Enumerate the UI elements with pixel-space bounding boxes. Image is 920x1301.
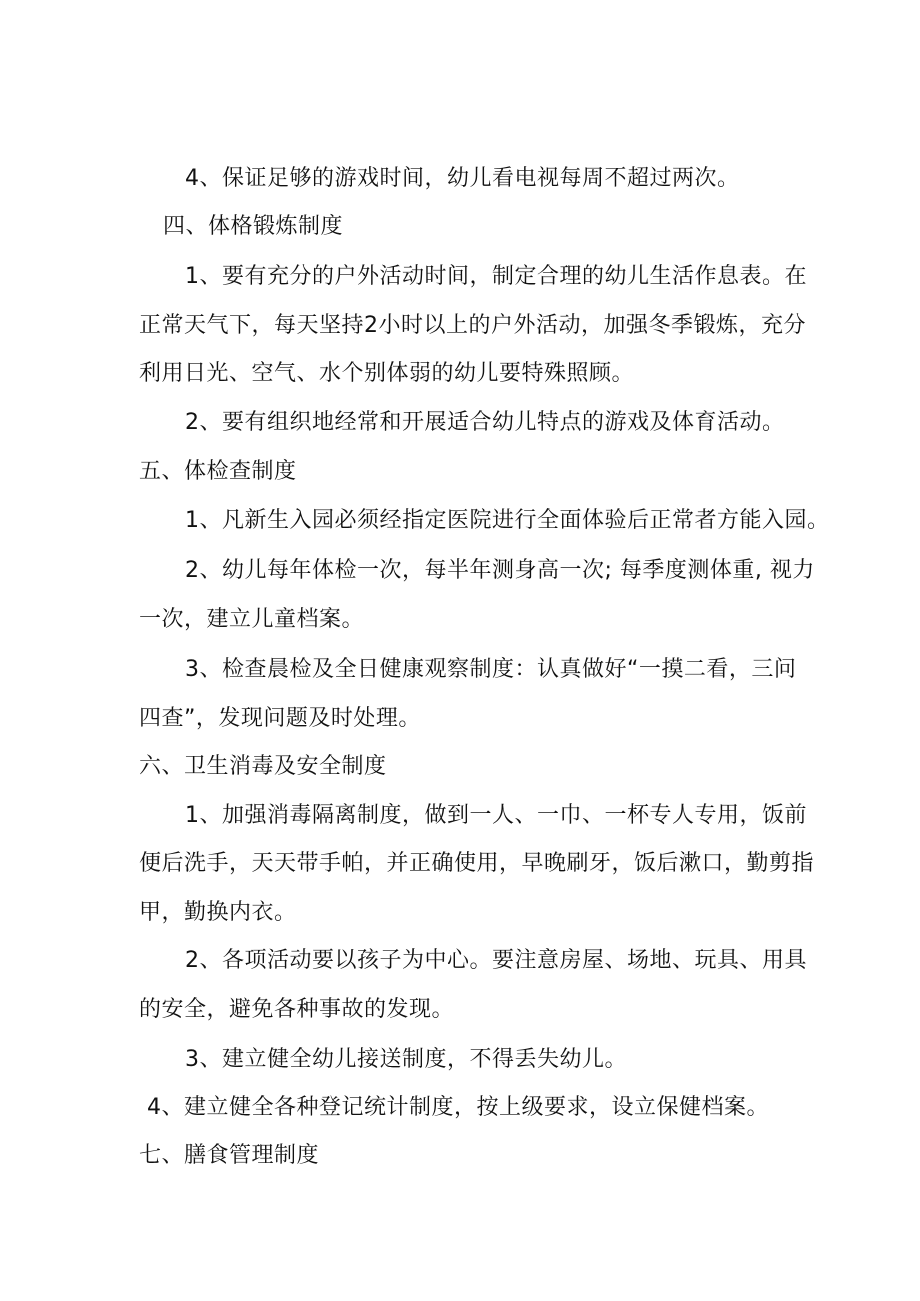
paragraph-line: 4、建立健全各种登记统计制度，按上级要求，设立保健档案。: [147, 1095, 769, 1120]
paragraph-line: 正常天气下，每天坚持2小时以上的户外活动，加强冬季锻炼，充分: [139, 313, 806, 338]
paragraph-line: 2、各项活动要以孩子为中心。要注意房屋、场地、玩具、用具: [185, 948, 807, 973]
paragraph-line: 4、保证足够的游戏时间，幼儿看电视每周不超过两次。: [185, 166, 740, 191]
section-heading: 六、卫生消毒及安全制度: [139, 754, 387, 779]
paragraph-line: 便后洗手，天天带手帕，并正确使用，早晚刷牙，饭后漱口，勤剪指: [139, 851, 815, 876]
paragraph-line: 2、要有组织地经常和开展适合幼儿特点的游戏及体育活动。: [185, 410, 785, 435]
paragraph-line: 的安全，避免各种事故的发现。: [139, 997, 455, 1022]
paragraph-line: 甲，勤换内衣。: [139, 900, 297, 925]
paragraph-line: 3、检查晨检及全日健康观察制度：认真做好“一摸二看，三问: [185, 657, 797, 682]
paragraph-line: 1、要有充分的户外活动时间，制定合理的幼儿生活作息表。在: [185, 264, 807, 289]
paragraph-line: 1、加强消毒隔离制度，做到一人、一巾、一杯专人专用，饭前: [185, 803, 807, 828]
paragraph-line: 一次，建立儿童档案。: [139, 607, 365, 632]
paragraph-line: 3、建立健全幼儿接送制度，不得丢失幼儿。: [185, 1047, 627, 1072]
paragraph-line: 四查”，发现问题及时处理。: [139, 706, 421, 731]
section-heading: 五、体检查制度: [139, 459, 297, 484]
paragraph-line: 2、幼儿每年体检一次，每半年测身高一次; 每季度测体重, 视力: [185, 558, 815, 583]
paragraph-line: 1、凡新生入园必须经指定医院进行全面体验后正常者方能入园。: [185, 508, 830, 533]
paragraph-line: 利用日光、空气、水个别体弱的幼儿要特殊照顾。: [139, 361, 635, 386]
section-heading: 七、膳食管理制度: [139, 1143, 320, 1168]
section-heading: 四、体格锻炼制度: [163, 214, 344, 239]
